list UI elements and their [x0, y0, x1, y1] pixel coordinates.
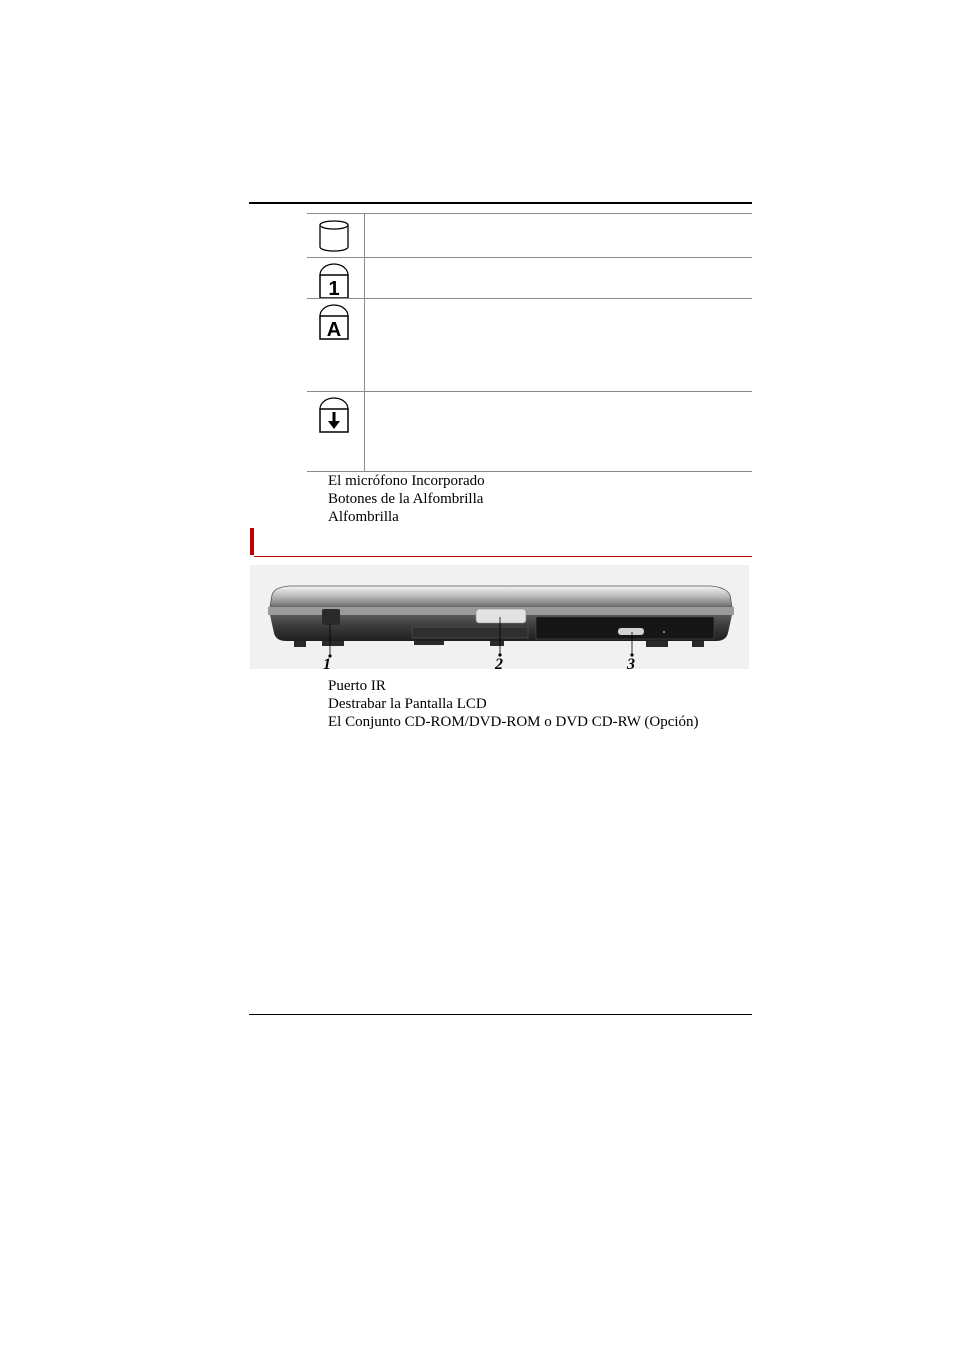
- section-accent-bar: [250, 528, 254, 555]
- num-lock-glyph: 1: [328, 278, 340, 299]
- led-row-scroll-lock: [307, 391, 752, 472]
- num-lock-icon: [318, 263, 352, 299]
- led-icon-cell: [307, 258, 365, 298]
- hard-disk-icon: [318, 219, 352, 253]
- led-row-num-lock: [307, 257, 752, 298]
- caps-lock-icon: [318, 304, 352, 340]
- footer-rule: [249, 1014, 752, 1015]
- item-microphone: El micrófono Incorporado: [328, 473, 485, 489]
- caps-lock-glyph: A: [326, 319, 342, 340]
- laptop-front-view-photo: [250, 565, 749, 669]
- section-divider: [254, 556, 752, 557]
- item-optical-drive: El Conjunto CD-ROM/DVD-ROM o DVD CD-RW (Opción): [328, 714, 699, 730]
- callout-3: 3: [627, 656, 635, 673]
- item-lcd-latch: Destrabar la Pantalla LCD: [328, 696, 487, 712]
- callout-1: 1: [323, 656, 331, 673]
- item-ir-port: Puerto IR: [328, 678, 386, 694]
- callout-2: 2: [495, 656, 503, 673]
- scroll-lock-icon: [318, 397, 352, 433]
- item-touchpad: Alfombrilla: [328, 509, 399, 525]
- led-row-hard-disk: [307, 213, 752, 257]
- item-touchpad-buttons: Botones de la Alfombrilla: [328, 491, 484, 507]
- led-icon-cell: [307, 214, 365, 257]
- led-icon-cell: [307, 392, 365, 471]
- led-row-caps-lock: [307, 298, 752, 391]
- header-rule: [249, 202, 752, 204]
- led-indicator-table: [307, 213, 752, 472]
- led-icon-cell: [307, 299, 365, 391]
